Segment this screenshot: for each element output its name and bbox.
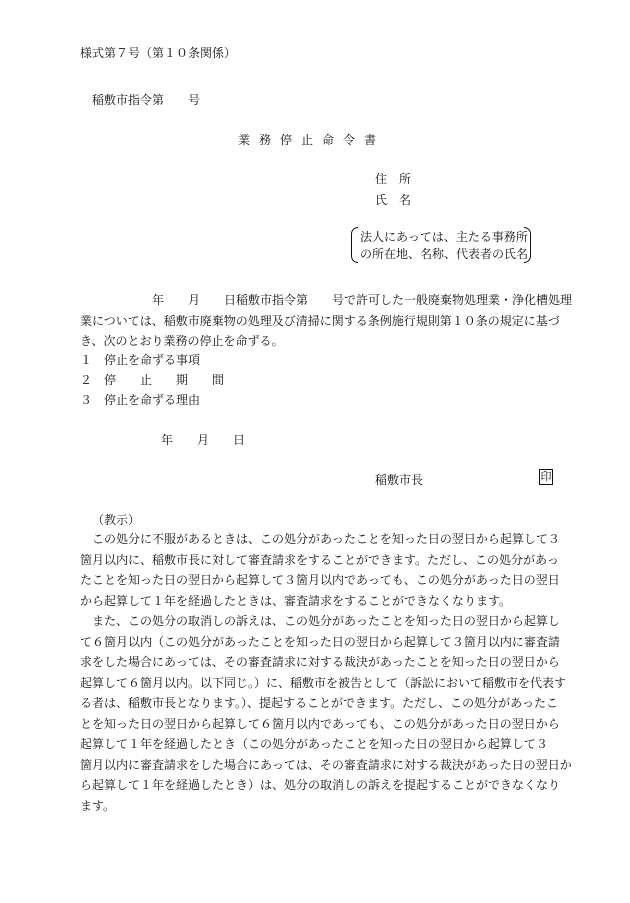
seal-mark: 印 [540,470,552,483]
order-item-number: １ [80,353,93,367]
notice-line: る者は、稲敷市長となります。）、提起することができます。ただし、この処分があったこ [80,696,558,710]
notice-line: 起算して６箇月以内。以下同じ。）に、稲敷市を被告として（訴訟において稲敷市を代表す [80,675,567,690]
form-label: 様式第７号（第１０条関係） [80,46,237,60]
notice-line: また、この処分の取消しの訴えは、この処分があったことを知った日の翌日から起算し [92,614,560,628]
order-item-label: 停止を命ずる事項 [104,353,201,367]
order-item-number: ３ [80,393,93,407]
order-item [80,391,200,408]
notice-line: から起算して１年を経過したときは、審査請求をすることができなくなります。 [80,593,512,608]
notice-paragraph-2 [80,611,572,816]
notice-line: 起算して１年を経過したとき（この処分があったことを知った日の翌日から起算して３ [80,737,548,751]
order-body-line: 年 月 日稲敷市指令第 号で許可した一般廃棄物処理業・浄化槽処理 [80,293,573,307]
left-bracket [351,227,358,263]
notice-line: ら起算して１年を経過したとき）は、処分の取消しの訴えを提起することができなくなり [80,778,561,792]
issue-date: 年 月 日 [161,433,246,447]
order-body-line: 業については、稲敷市廃棄物の処理及び清掃に関する条例施行規則第１０条の規定に基づ [80,313,560,328]
order-item [80,351,200,368]
notice-paragraph-1 [80,529,560,611]
notice-line: 箇月以内に、稲敷市長に対して審査請求をすることができます。ただし、この処分があっ [80,552,559,567]
notice-line: たことを知った日の翌日から起算して３箇月以内であっても、この処分があった日の翌日 [80,573,560,587]
right-bracket [524,227,531,263]
notice-line: この処分に不服があるときは、この処分があったことを知った日の翌日から起算して３ [92,532,560,546]
document-number: 稲敷市指令第 号 [92,93,201,107]
corporate-note [351,227,531,263]
notice-line: ます。 [80,798,116,813]
order-item-label: 停 止 期 間 [104,373,225,387]
document-title: 業務停止命令書 [238,133,386,147]
issuer-name: 稲敷市長 [375,473,424,487]
name-label: 氏 名 [375,193,412,207]
notice-line: とを知った日の翌日から起算して６箇月以内であっても、この処分があった日の翌日から [80,716,560,731]
corporate-note-line-2: の所在地、名称、代表者の氏名 [360,247,529,261]
notice-heading: （教示） [92,513,141,527]
notice-line: て６箇月以内（この処分があったことを知った日の翌日から起算して３箇月以内に審査請 [80,634,560,649]
order-item [80,371,224,388]
notice-line: 箇月以内に審査請求をした場合にあっては、その審査請求に対する裁決があった日の翌日か [80,757,572,772]
corporate-note-line-1: 法人にあっては、主たる事務所 [360,230,528,244]
order-body-line: き、次のとおり業務の停止を命ずる。 [80,334,284,348]
order-body [80,290,573,352]
order-item-number: ２ [80,373,93,387]
address-label: 住 所 [375,172,412,186]
notice-line: 求をした場合にあっては、その審査請求に対する裁決があったことを知った日の翌日から [80,655,560,669]
order-item-label: 停止を命ずる理由 [104,393,201,407]
